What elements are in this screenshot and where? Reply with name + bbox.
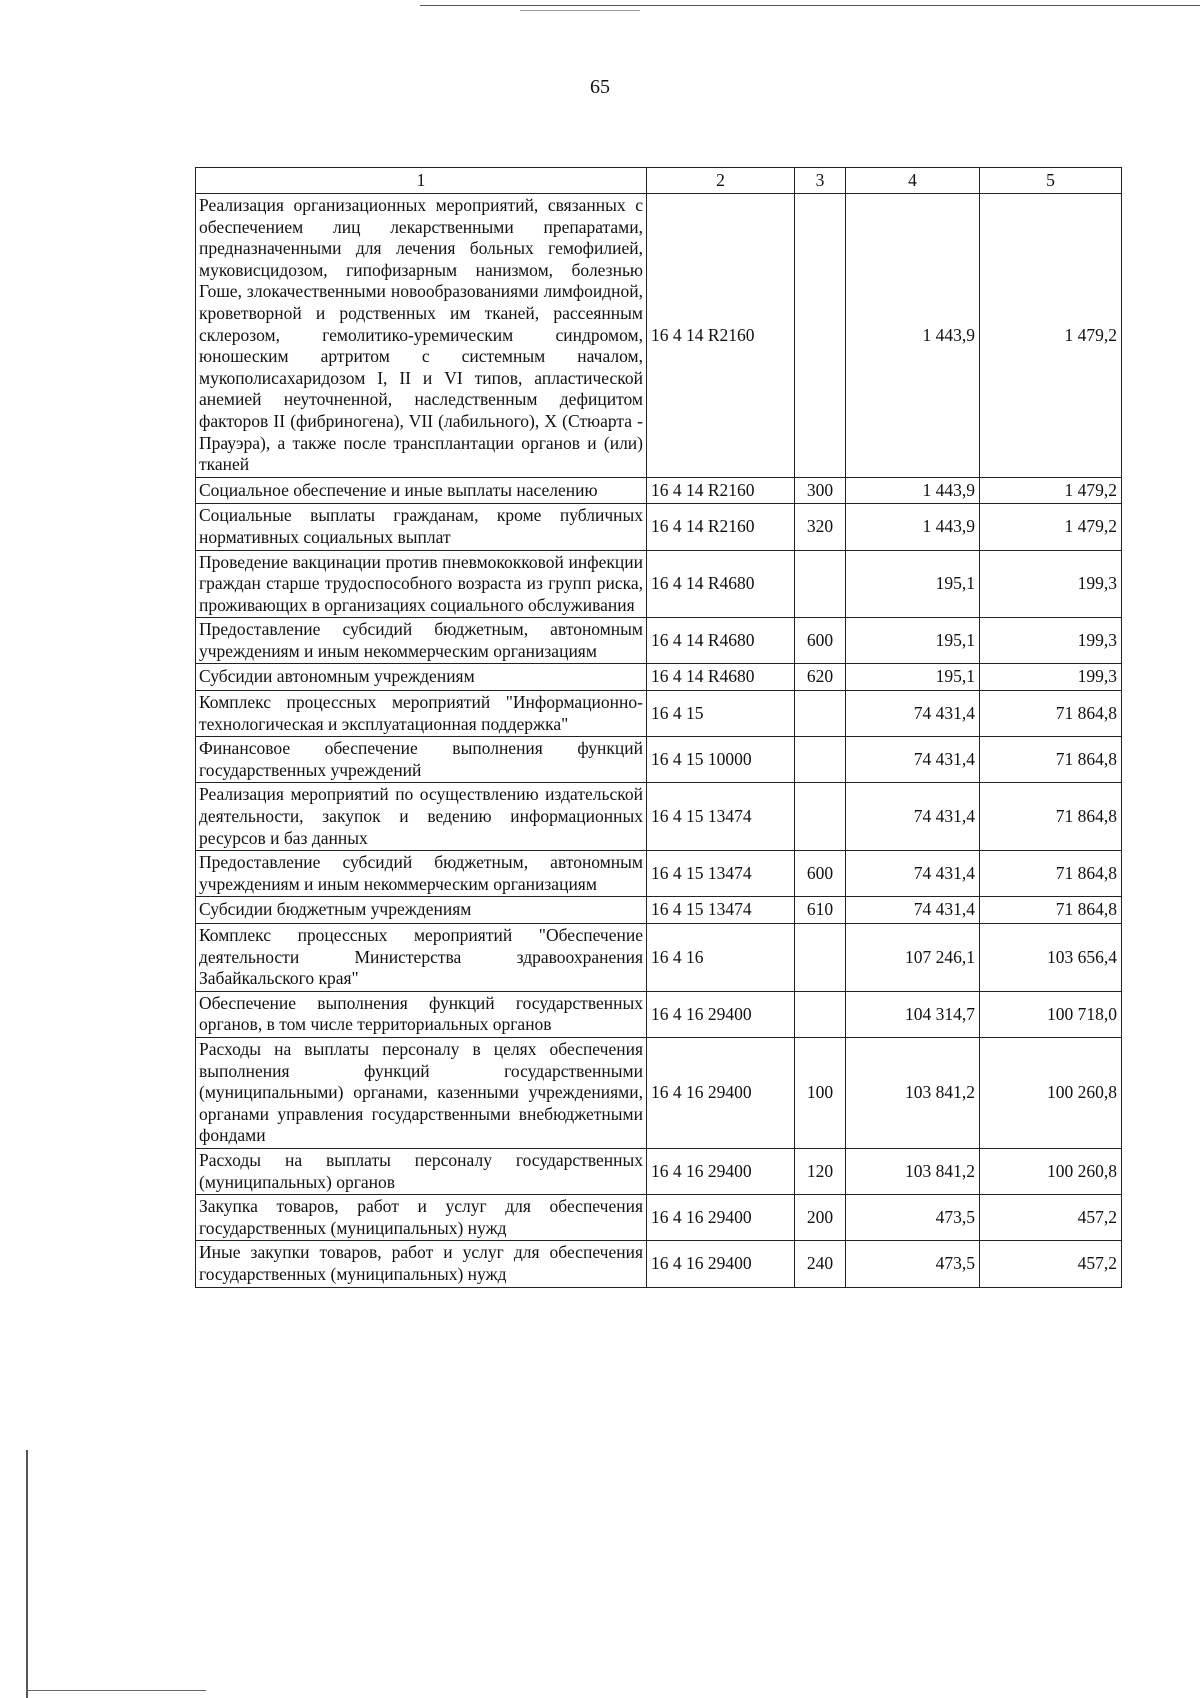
row-amount-col5-cell: 457,2 bbox=[980, 1241, 1122, 1287]
row-name-cell: Обеспечение выполнения функций государственных органов, в том числе территориальных органов bbox=[196, 991, 647, 1037]
scan-edge-line bbox=[420, 5, 1200, 6]
row-amount-col4-cell: 1 443,9 bbox=[846, 194, 980, 478]
table-row bbox=[196, 737, 1122, 783]
row-expense-type-cell bbox=[795, 691, 846, 737]
row-amount-col4-cell: 473,5 bbox=[846, 1195, 980, 1241]
row-name-cell: Социальные выплаты гражданам, кроме публичных нормативных социальных выплат bbox=[196, 504, 647, 550]
row-code-cell: 16 4 14 R4680 bbox=[647, 664, 795, 691]
row-expense-type-cell bbox=[795, 550, 846, 618]
row-expense-type-cell bbox=[795, 194, 846, 478]
row-name-cell: Субсидии автономным учреждениям bbox=[196, 664, 647, 691]
row-amount-col5-cell: 71 864,8 bbox=[980, 737, 1122, 783]
row-amount-col4-cell: 103 841,2 bbox=[846, 1037, 980, 1148]
row-name-cell: Реализация организационных мероприятий, связанных с обеспечением лиц лекарственными препаратами, предназначенными для лечения больных гемофилией, муковисцидозом, гипофизарным нанизмом, болезнью Гоше, злокачественными новообразованиями лимфоидной, кроветворной и родственных им тканей, рассеянным склерозом, гемолитико-уремическим синдромом, юношеским артритом с системным началом, мукополисахаридозом I, II и VI типов, апластической анемией неуточненной, наследственным дефицитом факторов II (фибриногена), VII (лабильного), X (Стюарта - Прауэра), а также после трансплантации органов и (или) тканей bbox=[196, 194, 647, 478]
row-expense-type-cell: 600 bbox=[795, 618, 846, 664]
row-expense-type-cell bbox=[795, 737, 846, 783]
row-name-cell: Финансовое обеспечение выполнения функций государственных учреждений bbox=[196, 737, 647, 783]
scan-edge-line bbox=[26, 1690, 206, 1691]
row-amount-col4-cell: 195,1 bbox=[846, 550, 980, 618]
table-row bbox=[196, 691, 1122, 737]
row-name-cell: Социальное обеспечение и иные выплаты населению bbox=[196, 477, 647, 504]
row-amount-col5-cell: 1 479,2 bbox=[980, 504, 1122, 550]
row-expense-type-cell: 200 bbox=[795, 1195, 846, 1241]
row-code-cell: 16 4 14 R2160 bbox=[647, 194, 795, 478]
row-expense-type-cell bbox=[795, 991, 846, 1037]
row-amount-col4-cell: 195,1 bbox=[846, 664, 980, 691]
row-code-cell: 16 4 16 29400 bbox=[647, 1148, 795, 1194]
row-amount-col5-cell: 457,2 bbox=[980, 1195, 1122, 1241]
row-amount-col5-cell: 199,3 bbox=[980, 664, 1122, 691]
table-row bbox=[196, 1148, 1122, 1194]
row-name-cell: Расходы на выплаты персоналу в целях обеспечения выполнения функций государственными (муниципальными) органами, казенными учреждениями, органами управления государственными внебюджетными фондами bbox=[196, 1037, 647, 1148]
table-row bbox=[196, 504, 1122, 550]
table-row bbox=[196, 664, 1122, 691]
table-row bbox=[196, 991, 1122, 1037]
row-code-cell: 16 4 15 13474 bbox=[647, 783, 795, 851]
column-header: 5 bbox=[980, 168, 1122, 194]
row-amount-col5-cell: 103 656,4 bbox=[980, 924, 1122, 992]
row-name-cell: Субсидии бюджетным учреждениям bbox=[196, 897, 647, 924]
budget-table bbox=[195, 167, 1122, 1288]
row-expense-type-cell bbox=[795, 783, 846, 851]
row-amount-col5-cell: 100 260,8 bbox=[980, 1148, 1122, 1194]
table-row bbox=[196, 897, 1122, 924]
row-amount-col5-cell: 199,3 bbox=[980, 618, 1122, 664]
row-code-cell: 16 4 15 13474 bbox=[647, 897, 795, 924]
table-row bbox=[196, 1195, 1122, 1241]
table-row bbox=[196, 851, 1122, 897]
column-header: 1 bbox=[196, 168, 647, 194]
row-code-cell: 16 4 15 10000 bbox=[647, 737, 795, 783]
scan-edge-line bbox=[520, 10, 640, 11]
row-amount-col5-cell: 100 718,0 bbox=[980, 991, 1122, 1037]
row-amount-col4-cell: 74 431,4 bbox=[846, 851, 980, 897]
row-code-cell: 16 4 15 bbox=[647, 691, 795, 737]
row-expense-type-cell bbox=[795, 924, 846, 992]
row-amount-col5-cell: 199,3 bbox=[980, 550, 1122, 618]
row-code-cell: 16 4 15 13474 bbox=[647, 851, 795, 897]
row-amount-col5-cell: 1 479,2 bbox=[980, 194, 1122, 478]
row-expense-type-cell: 100 bbox=[795, 1037, 846, 1148]
table-row bbox=[196, 477, 1122, 504]
row-amount-col4-cell: 1 443,9 bbox=[846, 504, 980, 550]
row-code-cell: 16 4 16 bbox=[647, 924, 795, 992]
row-amount-col4-cell: 1 443,9 bbox=[846, 477, 980, 504]
row-expense-type-cell: 240 bbox=[795, 1241, 846, 1287]
row-amount-col5-cell: 71 864,8 bbox=[980, 691, 1122, 737]
row-amount-col5-cell: 71 864,8 bbox=[980, 897, 1122, 924]
table-row bbox=[196, 618, 1122, 664]
row-amount-col4-cell: 74 431,4 bbox=[846, 783, 980, 851]
row-code-cell: 16 4 16 29400 bbox=[647, 991, 795, 1037]
row-expense-type-cell: 120 bbox=[795, 1148, 846, 1194]
row-expense-type-cell: 320 bbox=[795, 504, 846, 550]
row-amount-col4-cell: 107 246,1 bbox=[846, 924, 980, 992]
row-amount-col4-cell: 74 431,4 bbox=[846, 897, 980, 924]
table-row bbox=[196, 194, 1122, 478]
row-amount-col4-cell: 473,5 bbox=[846, 1241, 980, 1287]
row-name-cell: Иные закупки товаров, работ и услуг для обеспечения государственных (муниципальных) нужд bbox=[196, 1241, 647, 1287]
column-header: 2 bbox=[647, 168, 795, 194]
row-code-cell: 16 4 14 R2160 bbox=[647, 504, 795, 550]
row-expense-type-cell: 620 bbox=[795, 664, 846, 691]
table-row bbox=[196, 783, 1122, 851]
table-header-row bbox=[196, 168, 1122, 194]
row-amount-col5-cell: 1 479,2 bbox=[980, 477, 1122, 504]
column-header: 4 bbox=[846, 168, 980, 194]
table-row bbox=[196, 924, 1122, 992]
row-amount-col5-cell: 100 260,8 bbox=[980, 1037, 1122, 1148]
row-amount-col4-cell: 195,1 bbox=[846, 618, 980, 664]
row-amount-col4-cell: 74 431,4 bbox=[846, 737, 980, 783]
row-code-cell: 16 4 16 29400 bbox=[647, 1195, 795, 1241]
column-header: 3 bbox=[795, 168, 846, 194]
row-code-cell: 16 4 14 R2160 bbox=[647, 477, 795, 504]
row-amount-col4-cell: 104 314,7 bbox=[846, 991, 980, 1037]
row-expense-type-cell: 610 bbox=[795, 897, 846, 924]
row-amount-col5-cell: 71 864,8 bbox=[980, 783, 1122, 851]
row-name-cell: Закупка товаров, работ и услуг для обеспечения государственных (муниципальных) нужд bbox=[196, 1195, 647, 1241]
row-expense-type-cell: 300 bbox=[795, 477, 846, 504]
row-name-cell: Предоставление субсидий бюджетным, автономным учреждениям и иным некоммерческим организациям bbox=[196, 618, 647, 664]
page-number: 65 bbox=[590, 76, 610, 98]
row-expense-type-cell: 600 bbox=[795, 851, 846, 897]
table-row bbox=[196, 1037, 1122, 1148]
row-name-cell: Реализация мероприятий по осуществлению издательской деятельности, закупок и ведению информационных ресурсов и баз данных bbox=[196, 783, 647, 851]
row-name-cell: Комплекс процессных мероприятий "Обеспечение деятельности Министерства здравоохранения Забайкальского края" bbox=[196, 924, 647, 992]
table-row bbox=[196, 1241, 1122, 1287]
row-name-cell: Предоставление субсидий бюджетным, автономным учреждениям и иным некоммерческим организациям bbox=[196, 851, 647, 897]
row-code-cell: 16 4 14 R4680 bbox=[647, 550, 795, 618]
row-name-cell: Расходы на выплаты персоналу государственных (муниципальных) органов bbox=[196, 1148, 647, 1194]
scan-edge-line bbox=[26, 1450, 28, 1698]
row-amount-col4-cell: 103 841,2 bbox=[846, 1148, 980, 1194]
row-code-cell: 16 4 16 29400 bbox=[647, 1241, 795, 1287]
table-row bbox=[196, 550, 1122, 618]
row-amount-col5-cell: 71 864,8 bbox=[980, 851, 1122, 897]
row-code-cell: 16 4 16 29400 bbox=[647, 1037, 795, 1148]
row-name-cell: Проведение вакцинации против пневмококковой инфекции граждан старше трудоспособного возраста из групп риска, проживающих в организациях социального обслуживания bbox=[196, 550, 647, 618]
row-amount-col4-cell: 74 431,4 bbox=[846, 691, 980, 737]
row-code-cell: 16 4 14 R4680 bbox=[647, 618, 795, 664]
row-name-cell: Комплекс процессных мероприятий "Информационно-технологическая и эксплуатационная поддержка" bbox=[196, 691, 647, 737]
